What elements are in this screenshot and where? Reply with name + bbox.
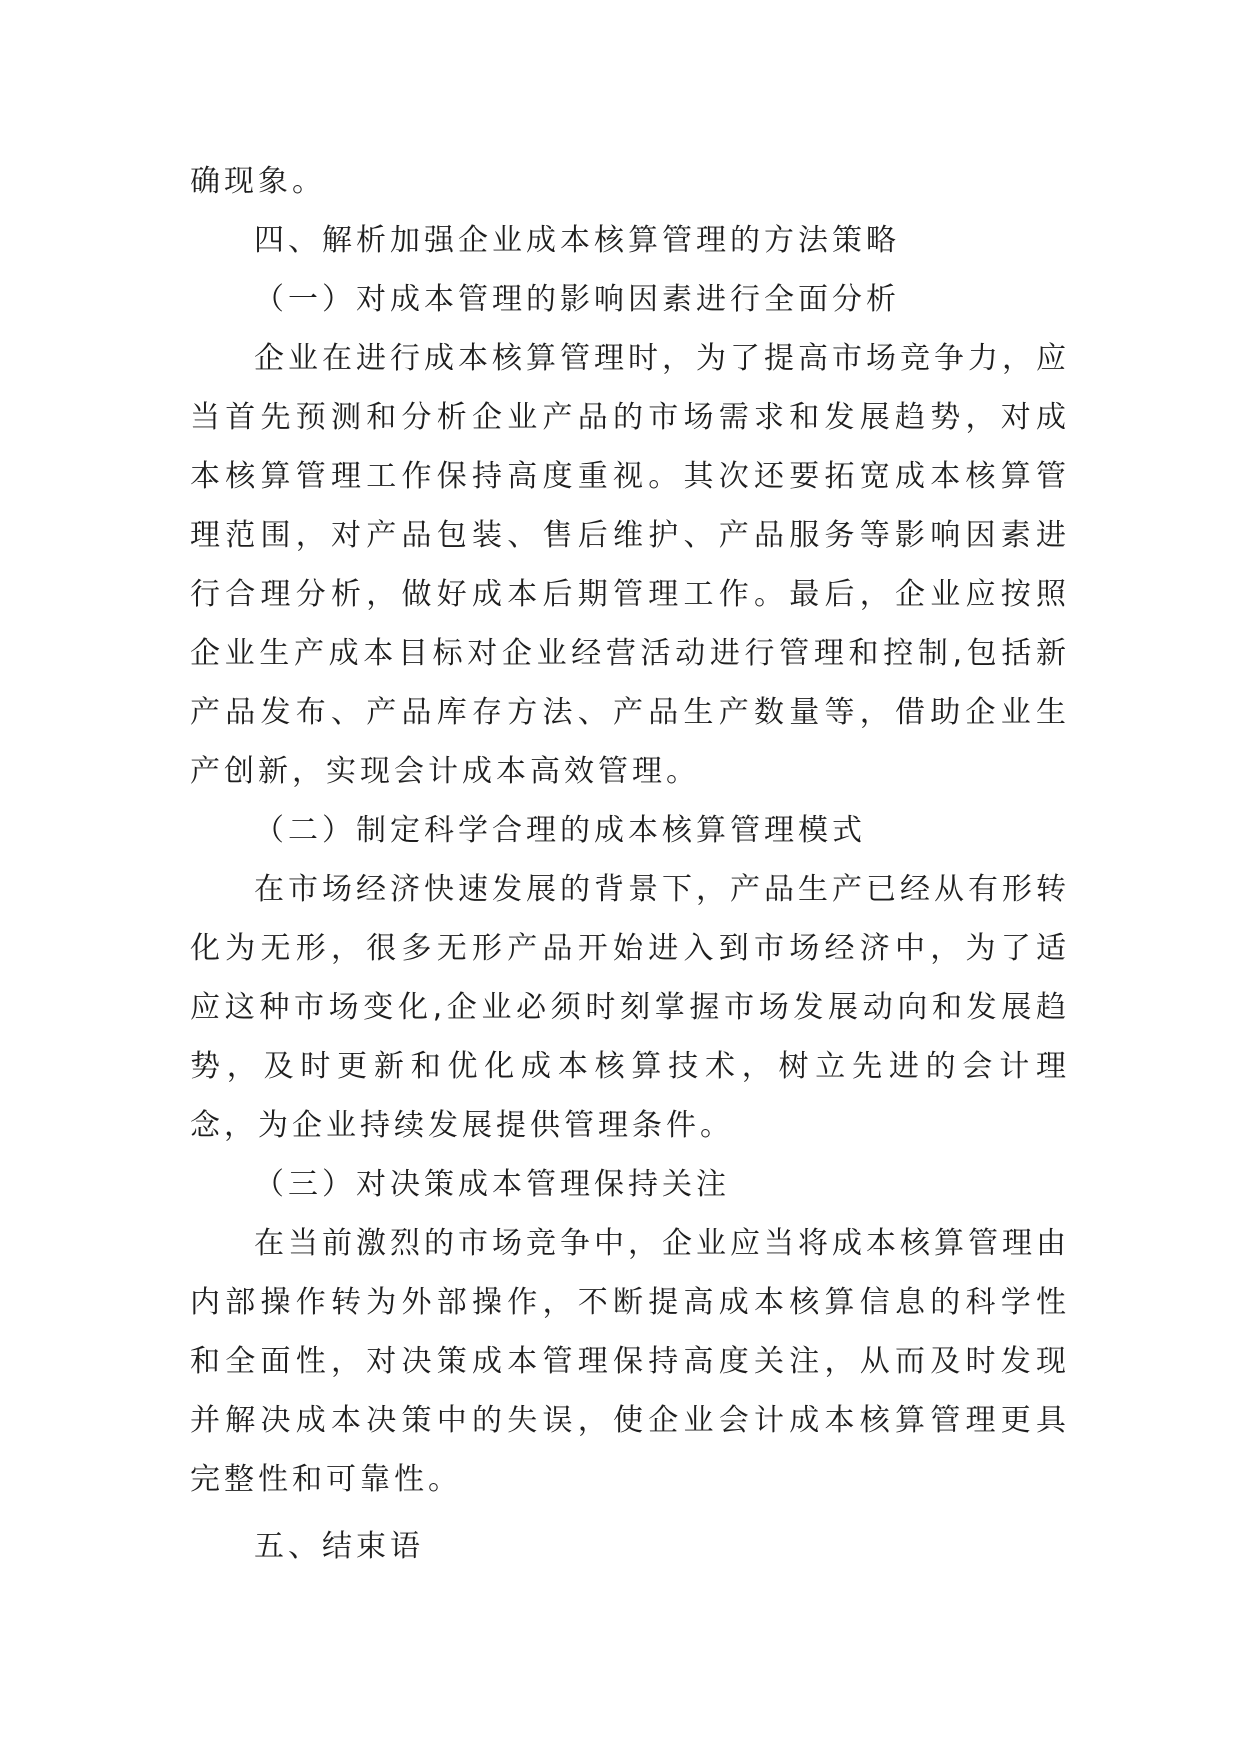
document-body xyxy=(190,152,1070,1576)
paragraph-1: 企业在进行成本核算管理时，为了提高市场竞争力，应当首先预测和分析企业产品的市场需求和发展趋势，对成本核算管理工作保持高度重视。其次还要拓宽成本核算管理范围，对产品包装、售后维护、产品服务等影响因素进行合理分析，做好成本后期管理工作。最后，企业应按照企业生产成本目标对企业经营活动进行管理和控制,包括新产品发布、产品库存方法、产品生产数量等，借助企业生产创新，实现会计成本高效管理。 xyxy=(190,341,1070,789)
subsection-heading-3: （三）对决策成本管理保持关注 xyxy=(254,1167,730,1202)
section-heading-5: 五、结束语 xyxy=(254,1529,424,1564)
subsection-heading-1: （一）对成本管理的影响因素进行全面分析 xyxy=(254,282,900,317)
subsection-heading-2: （二）制定科学合理的成本核算管理模式 xyxy=(254,813,866,848)
paragraph-3: 在当前激烈的市场竞争中，企业应当将成本核算管理由内部操作转为外部操作，不断提高成本核算信息的科学性和全面性，对决策成本管理保持高度关注，从而及时发现并解决成本决策中的失误，使企业会计成本核算管理更具完整性和可靠性。 xyxy=(190,1226,1070,1497)
continuation-line: 确现象。 xyxy=(190,164,326,199)
paragraph-2: 在市场经济快速发展的背景下，产品生产已经从有形转化为无形，很多无形产品开始进入到市场经济中，为了适应这种市场变化,企业必须时刻掌握市场发展动向和发展趋势，及时更新和优化成本核算技术，树立先进的会计理念，为企业持续发展提供管理条件。 xyxy=(190,872,1070,1143)
section-heading-4: 四、解析加强企业成本核算管理的方法策略 xyxy=(254,223,900,258)
